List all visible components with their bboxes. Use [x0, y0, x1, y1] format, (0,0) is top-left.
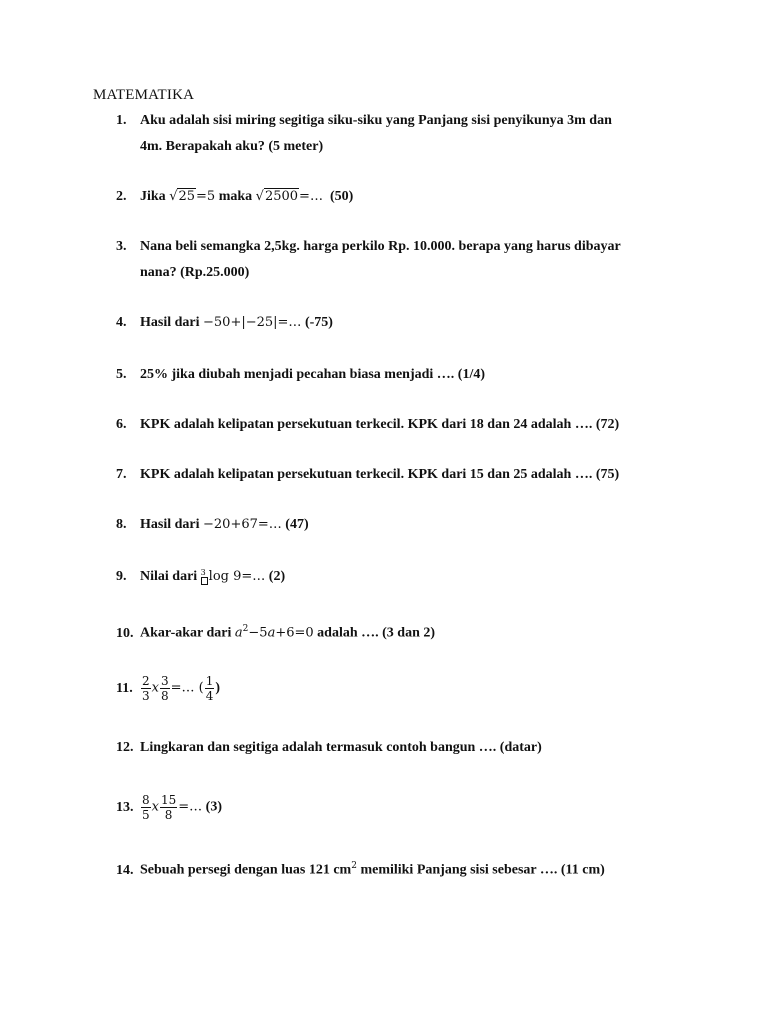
- denominator: 3: [142, 689, 150, 703]
- question-11: [116, 674, 220, 703]
- question-3-continuation: nana? (Rp.25.000): [140, 265, 250, 280]
- numerator: 8: [142, 793, 150, 807]
- question-text: Lingkaran dan segitiga adalah termasuk contoh bangun …. (datar): [140, 740, 542, 755]
- question-number: 10.: [116, 625, 134, 641]
- question-text: adalah …. (3 dan 2): [317, 625, 436, 641]
- answer: (47): [285, 517, 309, 532]
- math-expression: −5: [248, 625, 268, 641]
- answer: (50): [329, 189, 354, 204]
- math-operator: x: [151, 680, 159, 696]
- question-6: [116, 412, 619, 438]
- question-number: 13.: [116, 799, 134, 815]
- fraction: [141, 674, 151, 703]
- fraction: [141, 793, 151, 822]
- question-text: 25% jika diubah menjadi pecahan biasa menjadi …. (1/4): [140, 367, 485, 382]
- question-number: 12.: [116, 740, 134, 755]
- numerator: 1: [205, 674, 214, 688]
- question-text: Aku adalah sisi miring segitiga siku-siku yang Panjang sisi penyikunya 3m dan: [140, 113, 612, 128]
- log-base-value: 3: [200, 567, 206, 577]
- placeholder-box-icon: [201, 577, 208, 585]
- question-1-continuation: 4m. Berapakah aku? (5 meter): [140, 139, 324, 154]
- question-9: [116, 564, 285, 590]
- math-expression: +6=0: [275, 625, 314, 641]
- fraction: [205, 674, 215, 703]
- question-number: 4.: [116, 315, 127, 330]
- denominator: 8: [164, 808, 173, 822]
- question-number: 7.: [116, 467, 127, 482]
- question-number: 2.: [116, 189, 127, 204]
- math-operator: x: [151, 799, 159, 815]
- question-text: Hasil dari: [140, 315, 200, 330]
- exponent: 2: [242, 624, 249, 634]
- math-expression: −50+|−25|=…: [203, 315, 302, 330]
- question-text: Akar-akar dari: [140, 625, 232, 641]
- answer: (2): [268, 569, 286, 584]
- math-variable: a: [267, 625, 276, 641]
- question-1: [116, 108, 612, 134]
- fraction: [160, 793, 177, 822]
- question-2: [116, 184, 353, 210]
- question-4: [116, 310, 333, 336]
- question-number: 11.: [116, 680, 133, 696]
- question-text: maka: [218, 189, 253, 204]
- answer: (3): [205, 799, 222, 815]
- question-5: [116, 362, 485, 388]
- math-variable: a: [234, 625, 243, 641]
- fraction: [160, 674, 170, 703]
- denominator: 4: [205, 689, 214, 703]
- question-text: KPK adalah kelipatan persekutuan terkecil. KPK dari 18 dan 24 adalah …. (72): [140, 417, 620, 432]
- question-14: [116, 853, 605, 884]
- numerator: 2: [142, 674, 150, 688]
- math-expression: =… (: [170, 680, 204, 696]
- question-text: Jika: [140, 189, 166, 204]
- question-text: KPK adalah kelipatan persekutuan terkecil. KPK dari 15 dan 25 adalah …. (75): [140, 467, 620, 482]
- question-12: [116, 735, 542, 761]
- math-expression: =…: [299, 189, 323, 204]
- question-number: 9.: [116, 569, 127, 584]
- question-number: 14.: [116, 862, 134, 878]
- square-root: √25: [169, 189, 196, 204]
- question-number: 3.: [116, 239, 127, 254]
- document-heading: MATEMATIKA: [93, 87, 195, 103]
- numerator: 3: [160, 674, 169, 688]
- radicand: 25: [178, 189, 196, 204]
- denominator: 5: [142, 808, 150, 822]
- question-text: memiliki Panjang sisi sebesar …. (11 cm): [356, 862, 605, 878]
- question-7: [116, 462, 619, 488]
- math-expression: −20+67=…: [203, 517, 282, 532]
- answer-close: ): [215, 680, 221, 696]
- question-10: [116, 616, 435, 647]
- question-text: Nana beli semangka 2,5kg. harga perkilo Rp. 10.000. berapa yang harus dibayar: [140, 239, 621, 254]
- question-number: 5.: [116, 367, 127, 382]
- question-number: 8.: [116, 517, 127, 532]
- numerator: 15: [160, 793, 177, 807]
- denominator: 8: [160, 689, 169, 703]
- answer: (-75): [304, 315, 333, 330]
- radicand: 2500: [264, 189, 299, 204]
- question-text: Nilai dari: [140, 569, 198, 584]
- question-text: Hasil dari: [140, 517, 200, 532]
- question-3: [116, 234, 621, 260]
- math-expression: =5: [196, 189, 216, 204]
- exponent: 2: [351, 861, 357, 871]
- square-root: √2500: [255, 189, 299, 204]
- math-expression: =…: [178, 799, 203, 815]
- log-base: [201, 569, 208, 585]
- question-number: 1.: [116, 113, 127, 128]
- question-text: Sebuah persegi dengan luas 121 cm: [140, 862, 352, 878]
- math-expression: log 9=…: [208, 569, 266, 584]
- question-8: [116, 512, 309, 538]
- question-number: 6.: [116, 417, 127, 432]
- question-13: [116, 793, 222, 822]
